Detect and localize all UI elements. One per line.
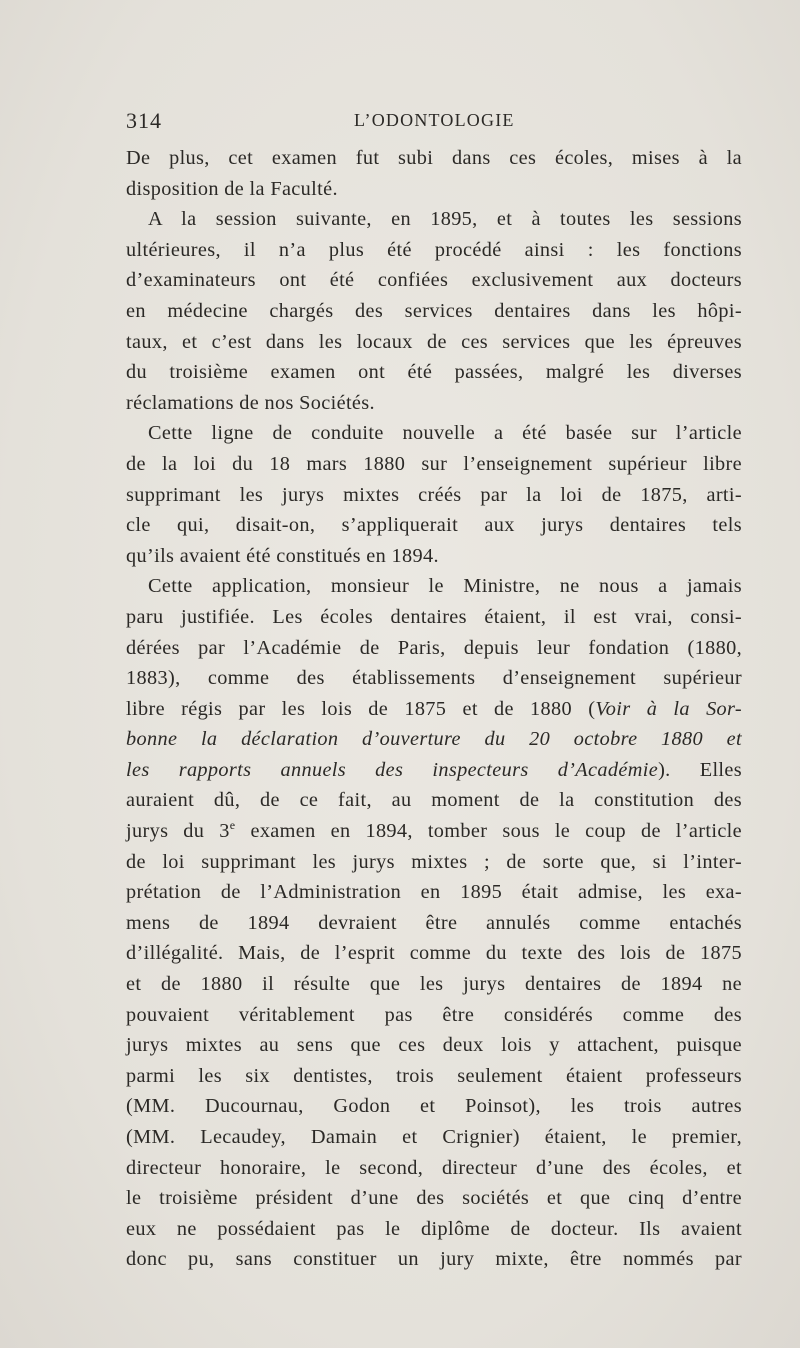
text-line: le troisième président d’une des sociétés et que cinq d’entre [126,1187,742,1210]
text-line: ultérieures, il n’a plus été procédé ainsi : les fonctions [126,238,742,261]
page-header [126,108,742,138]
running-title: L’ODONTOLOGIE [354,110,515,130]
text-line: et de 1880 il résulte que les jurys dentaires de 1894 ne [126,973,742,996]
text-line: prétation de l’Administration en 1895 était admise, les exa- [126,881,742,904]
text-line [126,694,742,725]
text-line: de la loi du 18 mars 1880 sur l’enseignement supérieur libre [126,452,742,475]
text-run: jurys du 3 [126,820,230,843]
text-line: disposition de la Faculté. [126,177,338,200]
text-line: taux, et c’est dans les locaux de ces services que les épreuves [126,330,742,353]
text-line: supprimant les jurys mixtes créés par la loi de 1875, arti- [126,483,742,506]
page-number: 314 [126,108,162,133]
text-line: en médecine chargés des services dentaires dans les hôpi- [126,299,742,322]
text-line: directeur honoraire, le second, directeur d’une des écoles, et [126,1156,742,1179]
text-line: 1883), comme des établissements d’enseignement supérieur [126,667,742,690]
text-line: Cette ligne de conduite nouvelle a été basée sur l’article [148,422,742,445]
text-run: libre régis par les lois de 1875 et de 1880 ( [126,697,596,720]
text-line: qu’ils avaient été constitués en 1894. [126,544,439,567]
text-line: bonne la déclaration d’ouverture du 20 octobre 1880 et [126,728,742,751]
text-line: cle qui, disait-on, s’appliquerait aux jurys dentaires tels [126,514,742,537]
text-line: mens de 1894 devraient être annulés comme entachés [126,911,742,934]
text-run: examen en 1894, tomber sous le coup de l’article [235,820,743,843]
text-line [126,755,742,786]
text-line: du troisième examen ont été passées, malgré les diverses [126,361,742,384]
text-line: réclamations de nos Sociétés. [126,391,375,414]
text-line: A la session suivante, en 1895, et à toutes les sessions [148,208,742,231]
text-line: pouvaient véritablement pas être considérés comme des [126,1003,742,1026]
text-line: (MM. Ducournau, Godon et Poinsot), les trois autres [126,1095,742,1118]
text-line: de loi supprimant les jurys mixtes ; de sorte que, si l’inter- [126,850,742,873]
text-line: donc pu, sans constituer un jury mixte, être nommés par [126,1248,742,1271]
text-line: (MM. Lecaudey, Damain et Crignier) étaient, le premier, [126,1126,742,1148]
text-line: paru justifiée. Les écoles dentaires étaient, il est vrai, consi- [126,605,742,628]
text-line: De plus, cet examen fut subi dans ces écoles, mises à la [126,147,742,169]
text-line: Cette application, monsieur le Ministre, ne nous a jamais [148,575,742,598]
text-line: jurys mixtes au sens que ces deux lois y attachent, puisque [126,1034,742,1057]
text-line [126,816,742,847]
text-run: ). Elles [658,758,743,781]
text-line: parmi les six dentistes, trois seulement étaient professeurs [126,1064,742,1087]
text-line: auraient dû, de ce fait, au moment de la constitution des [126,789,742,812]
text-line: d’illégalité. Mais, de l’esprit comme du texte des lois de 1875 [126,942,742,965]
text-line: eux ne possédaient pas le diplôme de docteur. Ils avaient [126,1217,742,1240]
italic-run: les rapports annuels des inspecteurs d’Académie [126,758,659,781]
body-text [126,143,742,1275]
superscript: e [229,818,236,833]
text-line: d’examinateurs ont été confiées exclusivement aux docteurs [126,269,742,292]
italic-run: Voir à la Sor- [595,697,742,720]
text-line: dérées par l’Académie de Paris, depuis leur fondation (1880, [126,636,742,659]
